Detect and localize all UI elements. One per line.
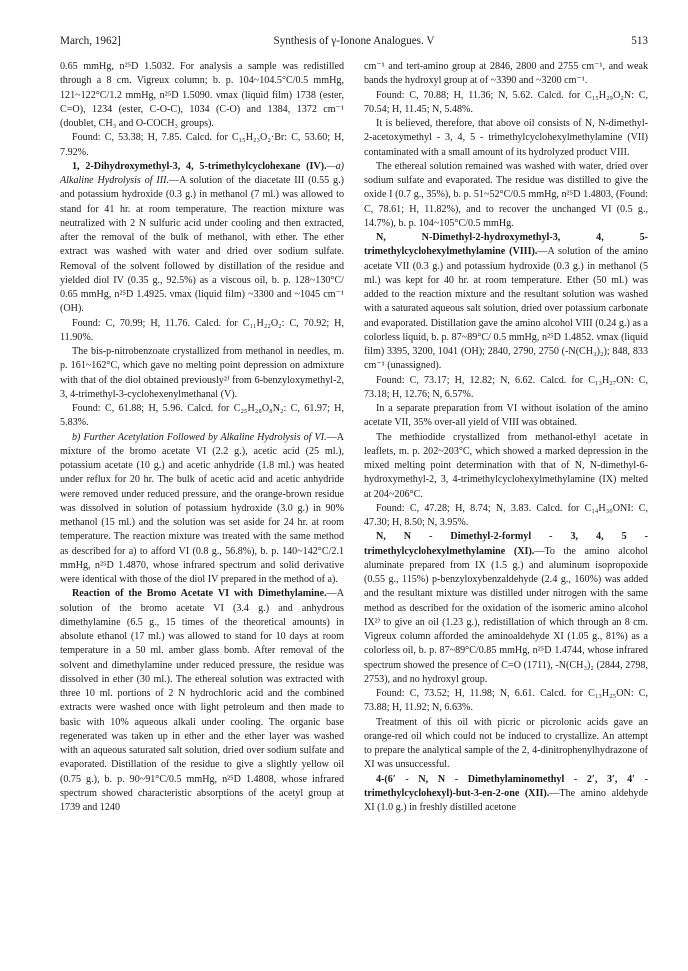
paragraph xyxy=(60,431,344,588)
section-heading: 4-(6′ - N, N - Dimethylaminomethyl - 2′, 3′, 4′ - trimethylcyclohexyl)-but-3-en-2-one (XII). xyxy=(364,773,648,799)
paragraph xyxy=(364,402,648,431)
paragraph xyxy=(364,716,648,773)
paragraph-text: Found: C, 73.52; H, 11.98; N, 6.61. Calcd. for C₁₃H₂₅ON: C, 73.88; H, 11.92; N, 6.63%. xyxy=(364,688,648,714)
paragraph-text: The ethereal solution remained was washed with water, dried over sodium sulfate and evaporated. The residue was distilled to give the oxide I (0.7 g., 35%), b. p. 51~52°C/0.5 mmHg, n²⁵D 1.4803, (Found: C, 78.61; H, 11.82%), and to recover the unchanged VI (0.5 g., 14.7%), b. p. 104~105°C/0.5 mmHg. xyxy=(364,160,648,229)
paragraph-text: 0.65 mmHg, n²⁵D 1.5032. For analysis a sample was redistilled through a 8 cm. Vigreux column; b. p. 104~104.5°C/0.5 mmHg, 121~122°C/1.2 mmHg, n²⁵D 1.5090. νmax (liquid film) 1738 (ester, C=O), 1234 (ester, C-O-C), 1034 (C-O) and 1384, 1372 cm⁻¹ (doublet, CH₃ and O-COCH₃ groups). xyxy=(60,61,344,129)
paragraph-text: —A solution of the amino acetate VII (0.3 g.) and potassium hydroxide (0.3 g.) in methanol (5 ml.) was kept for 40 hr. at room temperature. Ether (50 ml.) was added to the reaction mixture and the resultant solution was washed with a saturated aqueous salt solution, dried over potassium carbonate and evaporated. Distillation gave the amino alcohol VIII (0.24 g.) as a colorless liquid, b. p. 87~89°C/ 0.5 mmHg, n²⁵D 1.4852. νmax (liquid film) 3395, 3200, 1041 (OH); 2840, 2790, 2750 (-N(CH₃)₂); 848, 833 cm⁻¹ (unassigned). xyxy=(364,246,649,372)
paragraph xyxy=(364,687,648,716)
paragraph xyxy=(60,402,344,431)
paragraph-text: —The amino aldehyde XI (1.0 g.) in freshly distilled acetone xyxy=(364,787,648,813)
paragraph-text: —A mixture of the bromo acetate VI (2.2 g.), acetic acid (25 ml.), potassium acetate (10 g.) and acetic anhydride (1.8 ml.) was heated under reflux for 20 hr. The bulk of acetic acid and acetic anhydride were removed under reduced pressure, and the orange-brown residue was dissolved in solution of potassium hydroxide (3.0 g.) in 90% methanol (15 ml.) and the solution was set aside for 24 hr. at room temperature. The reaction mixture was treated with the same method as described for a) to afford VI (0.8 g., 56.8%), b. p. 140~142°C/2.1 mmHg, n²⁵D 1.4870, whose infrared spectrum and solid derivative were identical with those of the diol IV prepared in the method of a). xyxy=(60,431,344,585)
paragraph-text: The bis-p-nitrobenzoate crystallized from methanol in needles, m. p. 161~162°C, which gave no melting point depression on admixture with that of the diol obtained previously²⁾ from 6-benzyloxymethyl-2, 3, 4-trimethyl-3-cyclohexenylmethanal (V). xyxy=(60,346,344,400)
paragraph xyxy=(364,502,648,531)
paragraph-text: It is believed, therefore, that above oil consists of N, N-dimethyl-2-acetoxymethyl - 3, 4, 5 - trimethylcyclohexylmethylamine (VII) contaminated with a small amount of its hydrolyzed product VIII. xyxy=(364,118,648,158)
paragraph xyxy=(60,131,344,160)
paragraph-text: Treatment of this oil with picric or picrolonic acids gave an orange-red oil which could not be induced to crystallize. An attempt to prepare the analytical sample of the 2, 4-dinitrophenylhydrazone of XI was unsuccessful. xyxy=(364,716,648,771)
paragraph xyxy=(60,60,344,131)
left-column xyxy=(60,60,344,815)
section-heading: Reaction of the Bromo Acetate VI with Dimethylamine. xyxy=(72,588,327,600)
paragraph xyxy=(364,160,648,231)
subsection-heading: —a) Alkaline Hydrolysis of III. xyxy=(60,160,344,186)
section-heading: N, N - Dimethyl-2-formyl - 3, 4, 5 - trimethylcyclohexylmethylamine (XI). xyxy=(364,531,648,557)
paragraph-text: —A solution of the bromo acetate VI (3.4 g.) and anhydrous dimethylamine (6.5 g., 15 times of the theoretical amounts) in absolute ethanol (17 ml.) was allowed to stand for 10 days at room temperature in a 50 ml. amber glass bomb. After removal of the solvent and dimethylamine under reduced pressure, the residue was dissolved in ether (30 ml.). The ethereal solution was extracted with three 10 ml. portions of 2 N hydrochloric acid and the combined extracts were washed once with light petroleum and then made to basic with 10% aqueous alkali under cooling. The organic base regenerated was taken up in ether and the ether layer was washed with an aqueous saturated salt solution, dried over sodium sulfate and evaporated. Distillation of the residue to give a slightly yellow oil (0.75 g.), b. p. 90~91°C/0.5 mmHg, n²⁵D 1.4808, whose infrared spectrum showed characteristic absorptions of the acetyl group at 1739 and 1240 xyxy=(60,588,344,813)
paragraph-text: Found: C, 53.38; H, 7.85. Calcd. for C₁₅H₂₃O₂·Br: C, 53.60; H, 7.92%. xyxy=(60,132,344,158)
paragraph xyxy=(60,587,344,815)
paragraph xyxy=(364,530,648,687)
paragraph-text: —A solution of the diacetate III (0.55 g.) and potassium hydroxide (0.3 g.) in methanol (7 ml.) was allowed to stand for 41 hr. at room temperature. The reaction mixture was neutralized with 2 N sulfuric acid under cooling and then extracted, after the removal of the bulk of methanol, with ether. The ether extract was washed with water and dried over sodium sulfate. Removal of the solvent followed by distillation of the residue and yielded diol IV (0.35 g., 92.5%) as a viscous oil, b. p. 128~130°C/ 0.65 mmHg, n²⁵D 1.4925. νmax (liquid film) ~3300 and ~1045 cm⁻¹ (OH). xyxy=(60,175,344,315)
section-heading: N, N-Dimethyl-2-hydroxymethyl-3, 4, 5-trimethylcyclohexylmethylamine (VIII). xyxy=(364,232,648,258)
paragraph xyxy=(364,117,648,160)
paragraph xyxy=(364,60,648,89)
paragraph-text: Found: C, 61.88; H, 5.96. Calcd. for C₂₅H₂₈O₈N₂: C, 61.97; H, 5.83%. xyxy=(60,403,344,429)
running-title: Synthesis of γ-Ionone Analogues. V xyxy=(273,35,435,47)
paragraph-text: Found: C, 47.28; H, 8.74; N, 3.83. Calcd. for C₁₄H₃₀ONI: C, 47.30; H, 8.50; N, 3.95%. xyxy=(364,502,648,528)
section-heading: 1, 2-Dihydroxymethyl-3, 4, 5-trimethylcyclohexane (IV). xyxy=(72,160,327,172)
paragraph xyxy=(364,374,648,403)
paragraph-text: —To the amino alcohol aluminate prepared from IX (1.5 g.) and aluminum isopropoxide (0.55 g., 115%) p-benzyloxybenzaldehyde (2.4 g., 160%) was added and the resultant mixture was distilled under nitrogen with the same method as described for the oxidation of the isomeric amino alcohol IX²⁾ to give an oil (1.23 g.), redistillation of which through an 8 cm. Vigreux column afforded the aminoaldehyde XI (1.05 g., 81%) as a colorless oil, b. p. 87~89°C/0.85 mmHg, n²⁵D 1.4744, whose infrared spectrum showed the presence of C=O (1711), -N(CH₃)₂ (2844, 2798, 2753), and no hydroxyl group. xyxy=(364,545,648,685)
paragraph-text: Found: C, 73.17; H, 12.82; N, 6.62. Calcd. for C₁₃H₂₇ON: C, 73.18; H, 12.76; N, 6.57%. xyxy=(364,374,648,400)
right-column xyxy=(364,60,648,815)
paragraph xyxy=(364,773,648,816)
paragraph-text: In a separate preparation from VI without isolation of the amino acetate VII, 35% over-all yield of VIII was obtained. xyxy=(364,403,648,429)
paragraph xyxy=(60,345,344,402)
paragraph xyxy=(364,431,648,502)
paragraph-text: The methiodide crystallized from methanol-ethyl acetate in leaflets, m. p. 202~203°C, which showed a marked depression in the mixed melting point determination with that of N, N-dimethyl-6-hydroxymethyl-2, 3, 4-trimethylcyclohexylmethylamine (IX) melted at 204~206°C. xyxy=(364,431,648,500)
paragraph xyxy=(364,89,648,118)
paragraph-text: cm⁻¹ and tert-amino group at 2846, 2800 and 2755 cm⁻¹, and weak bands the hydroxyl group at of ~3390 and ~3200 cm⁻¹. xyxy=(364,61,648,87)
page-number: 513 xyxy=(631,35,648,47)
paragraph-text: Found: C, 70.99; H, 11.76. Calcd. for C₁₁H₂₂O₂: C, 70.92; H, 11.90%. xyxy=(60,317,344,343)
subsection-heading: b) Further Acetylation Followed by Alkaline Hydrolysis of VI. xyxy=(72,431,327,443)
paragraph xyxy=(364,231,648,374)
paragraph xyxy=(60,317,344,346)
paragraph xyxy=(60,160,344,317)
paragraph-text: Found: C, 70.88; H, 11.36; N, 5.62. Calcd. for C₁₅H₂₉O₂N: C, 70.54; H, 11.45; N, 5.48%. xyxy=(364,89,648,115)
issue-date: March, 1962] xyxy=(60,35,121,47)
